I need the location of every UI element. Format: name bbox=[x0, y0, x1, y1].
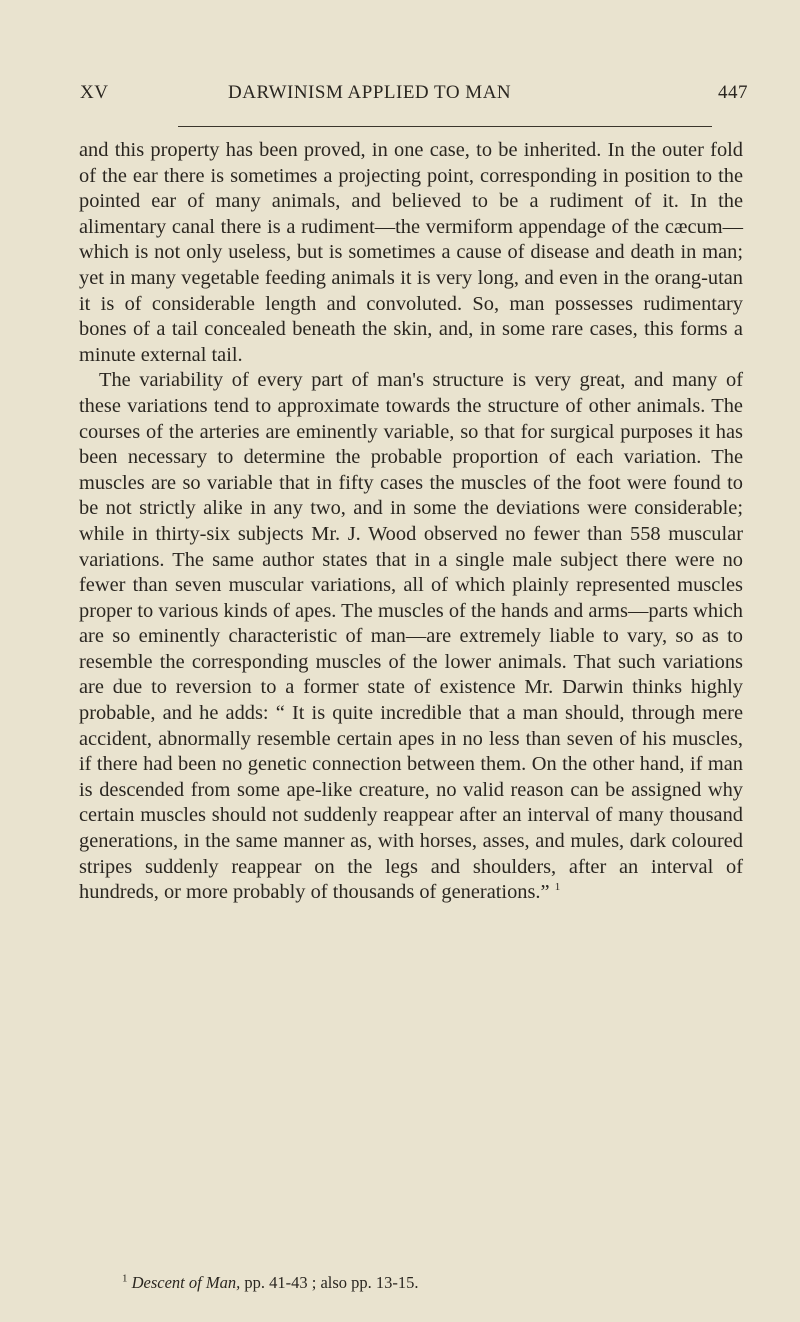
page-number: 447 bbox=[718, 82, 748, 103]
footnote-marker: 1 bbox=[122, 1272, 128, 1285]
header-rule bbox=[178, 126, 712, 127]
running-title: DARWINISM APPLIED TO MAN bbox=[228, 82, 512, 103]
main-text bbox=[79, 138, 743, 906]
footnote-title: Descent of Man, bbox=[131, 1273, 241, 1292]
paragraph-2-text: The variability of every part of man's structure is very great, and many of these variations tend to approximate towards the structure of other animals. The courses of the arteries are eminently variable, so that for surgical purposes it has been necessary to determine the probable proportion of each variation. The muscles are so variable that in fifty cases the muscles of the foot were found to be not strictly alike in any two, and in some the deviations were considerable; while in thirty-six subjects Mr. J. Wood observed no fewer than 558 muscular variations. The same author states that in a single male subject there were no fewer than seven muscular variations, all of which plainly represented muscles proper to various kinds of apes. The muscles of the hands and arms—parts which are so eminently characteristic of man—are extremely liable to vary, so as to resemble the corresponding muscles of the lower animals. That such variations are due to reversion to a former state of existence Mr. Darwin thinks highly probable, and he adds: “ It is quite incredible that a man should, through mere accident, abnormally resemble certain apes in no less than seven of his muscles, if there had been no genetic connection between them. On the other hand, if man is descended from some ape-like creature, no valid reason can be assigned why certain muscles should not suddenly reappear after an interval of many thousand generations, in the same manner as, with horses, asses, and mules, dark coloured stripes suddenly reappear on the legs and shoulders, after an interval of hundreds, or more probably of thousands of generations.” bbox=[79, 369, 743, 904]
footnote-text: pp. 41-43 ; also pp. 13-15. bbox=[240, 1273, 419, 1292]
footnote-reference: 1 bbox=[554, 881, 561, 894]
paragraph-1: and this property has been proved, in one case, to be inherited. In the outer fold of the ear there is sometimes a projecting point, corresponding in position to the pointed ear of many animals, and believed to be a rudiment of it. In the alimentary canal there is a rudiment—the vermiform appendage of the cæcum—which is not only useless, but is sometimes a cause of disease and death in man; yet in many vegetable feeding animals it is very long, and even in the orang-utan it is of considerable length and convoluted. So, man possesses rudimentary bones of a tail concealed beneath the skin, and, in some rare cases, this forms a minute external tail. bbox=[79, 139, 743, 366]
footnote bbox=[122, 1273, 419, 1293]
paragraph-2 bbox=[79, 368, 743, 905]
running-header bbox=[70, 82, 748, 112]
chapter-number: XV bbox=[80, 82, 109, 103]
